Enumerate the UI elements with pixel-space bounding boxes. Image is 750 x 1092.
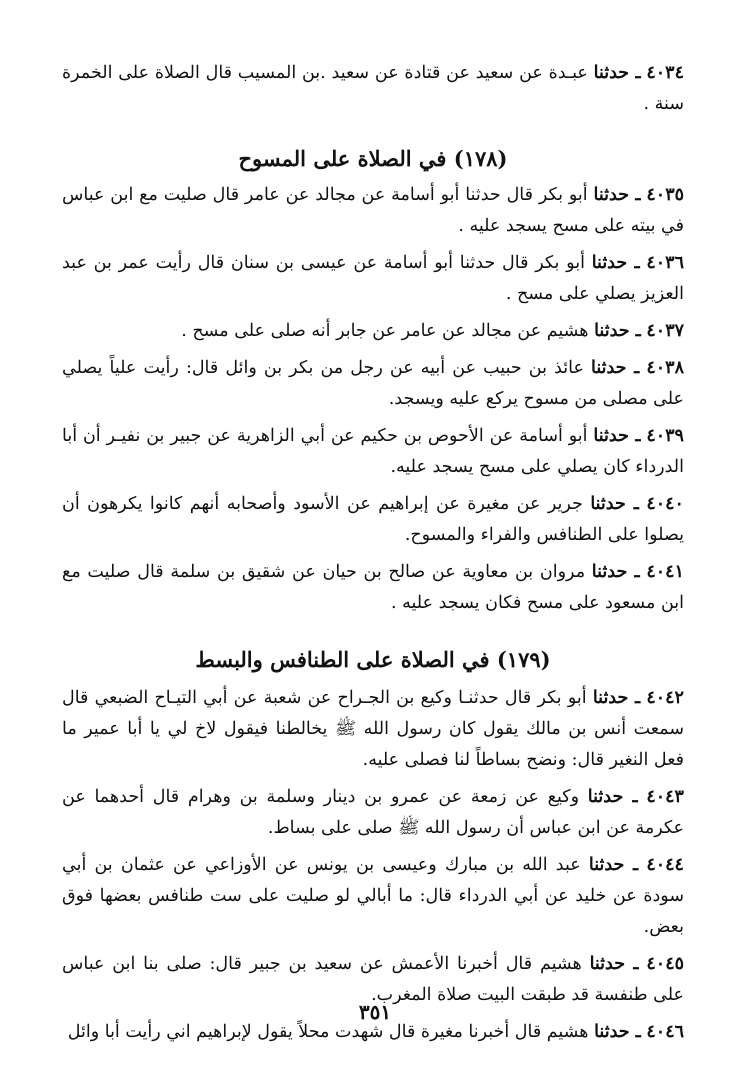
hadith-number: ٤٠٣٤ — [646, 63, 684, 83]
hadith-lead: ـ حدثنا — [591, 358, 640, 378]
hadith-lead: ـ حدثنا — [587, 787, 638, 807]
hadith-number: ٤٠٤٣ — [646, 787, 684, 807]
hadith-text: عبـدة عن سعيد عن قتادة عن سعيد .بن المسيب قال الصلاة على الخمرة سنة . — [62, 63, 684, 114]
hadith-entry — [62, 180, 684, 242]
hadith-number: ٤٠٣٦ — [646, 253, 684, 273]
hadith-number: ٤٠٤٦ — [646, 1022, 684, 1042]
hadith-entry — [62, 782, 684, 844]
hadith-number: ٤٠٣٧ — [646, 321, 684, 341]
hadith-text: هشيم قال أخبرنا مغيرة قال شهدت محلاً يقول لإبراهيم اني رأيت أبا وائل — [67, 1022, 589, 1042]
hadith-text: جرير عن مغيرة عن إبراهيم عن الأسود وأصحابه أنهم كانوا يكرهون أن يصلوا على الطنافس والفراء والمسوح. — [62, 494, 684, 545]
hadith-lead: ـ حدثنا — [588, 855, 639, 875]
hadith-entry — [62, 58, 684, 120]
hadith-lead: ـ حدثنا — [592, 688, 641, 708]
hadith-number: ٤٠٤٥ — [646, 954, 684, 974]
hadith-lead: ـ حدثنا — [594, 1022, 641, 1042]
section-heading-178: (١٧٨) في الصلاة على المسوح — [238, 146, 508, 171]
hadith-lead: ـ حدثنا — [593, 63, 641, 83]
hadith-entry — [62, 850, 684, 943]
hadith-text: عبد الله بن مبارك وعيسى بن يونس عن الأوزاعي عن عثمان بن أبي سودة عن خليد عن أبي الدرداء قال: ما أبالي لو صليت على ست طنافس بعضها فوق بعض. — [62, 855, 684, 937]
section-heading-179: (١٧٩) في الصلاة على الطنافس والبسط — [195, 647, 551, 672]
hadith-lead: ـ حدثنا — [593, 185, 641, 205]
hadith-text: عائذ بن حبيب عن أبيه عن رجل من بكر بن وائل قال: رأيت علياً يصلي على مصلى من مسوح يركع عليه ويسجد. — [62, 358, 684, 409]
hadith-lead: ـ حدثنا — [594, 321, 641, 341]
hadith-entry — [62, 353, 684, 415]
hadith-entry — [62, 683, 684, 776]
page-number: ٣٥١ — [358, 1000, 392, 1024]
hadith-entry — [62, 557, 684, 619]
hadith-text: أبو بكر قال حدثنا أبو أسامة عن مجالد عن عامر قال صليت مع ابن عباس في بيته على مسح يسجد عليه . — [62, 185, 684, 236]
hadith-entry — [62, 248, 684, 310]
hadith-entry — [62, 489, 684, 551]
hadith-text: وكيع عن زمعة عن عمرو بن دينار وسلمة بن وهرام قال أحدهما عن عكرمة عن ابن عباس أن رسول الله ﷺ صلى على بساط. — [62, 787, 684, 838]
hadith-text: هشيم عن مجالد عن عامر عن جابر أنه صلى على مسح . — [181, 321, 589, 341]
hadith-text: أبو بكر قال حدثنا أبو أسامة عن عيسى بن سنان قال رأيت عمر بن عبد العزيز يصلي على مسح . — [62, 253, 684, 304]
hadith-number: ٤٠٣٥ — [646, 185, 684, 205]
hadith-lead: ـ حدثنا — [591, 253, 640, 273]
hadith-number: ٤٠٤٤ — [646, 855, 684, 875]
hadith-number: ٤٠٤٠ — [646, 494, 684, 514]
hadith-number: ٤٠٤٢ — [646, 688, 684, 708]
hadith-lead: ـ حدثنا — [590, 494, 639, 514]
hadith-entry — [62, 316, 684, 347]
hadith-text: أبو أسامة عن الأحوص بن حكيم عن أبي الزاهرية عن جبير بن نفيـر أن أبا الدرداء كان يصلي على مسح يسجد عليه. — [62, 426, 684, 477]
hadith-number: ٤٠٣٩ — [646, 426, 684, 446]
hadith-lead: ـ حدثنا — [591, 562, 640, 582]
hadith-number: ٤٠٣٨ — [646, 358, 684, 378]
hadith-number: ٤٠٤١ — [646, 562, 684, 582]
hadith-text: أبو بكر قال حدثنـا وكيع بن الجـراح عن شعبة عن أبي التيـاح الضبعي قال سمعت أنس بن مالك يقول كان رسول الله ﷺ يخالطنا فيقول لاخ لي يا أبا عمير ما فعل النغير قال: ونضح بساطاً لنا فصلى عليه. — [62, 688, 684, 770]
hadith-text: مروان بن معاوية عن صالح بن حيان عن شقيق بن سلمة قال صليت مع ابن مسعود على مسح فكان يسجد عليه . — [62, 562, 684, 613]
hadith-lead: ـ حدثنا — [589, 954, 639, 974]
hadith-lead: ـ حدثنا — [593, 426, 641, 446]
hadith-text: هشيم قال أخبرنا الأعمش عن سعيد بن جبير قال: صلى بنا ابن عباس على طنفسة قد طبقت البيت صلاة المغرب. — [62, 954, 684, 1005]
hadith-entry — [62, 421, 684, 483]
